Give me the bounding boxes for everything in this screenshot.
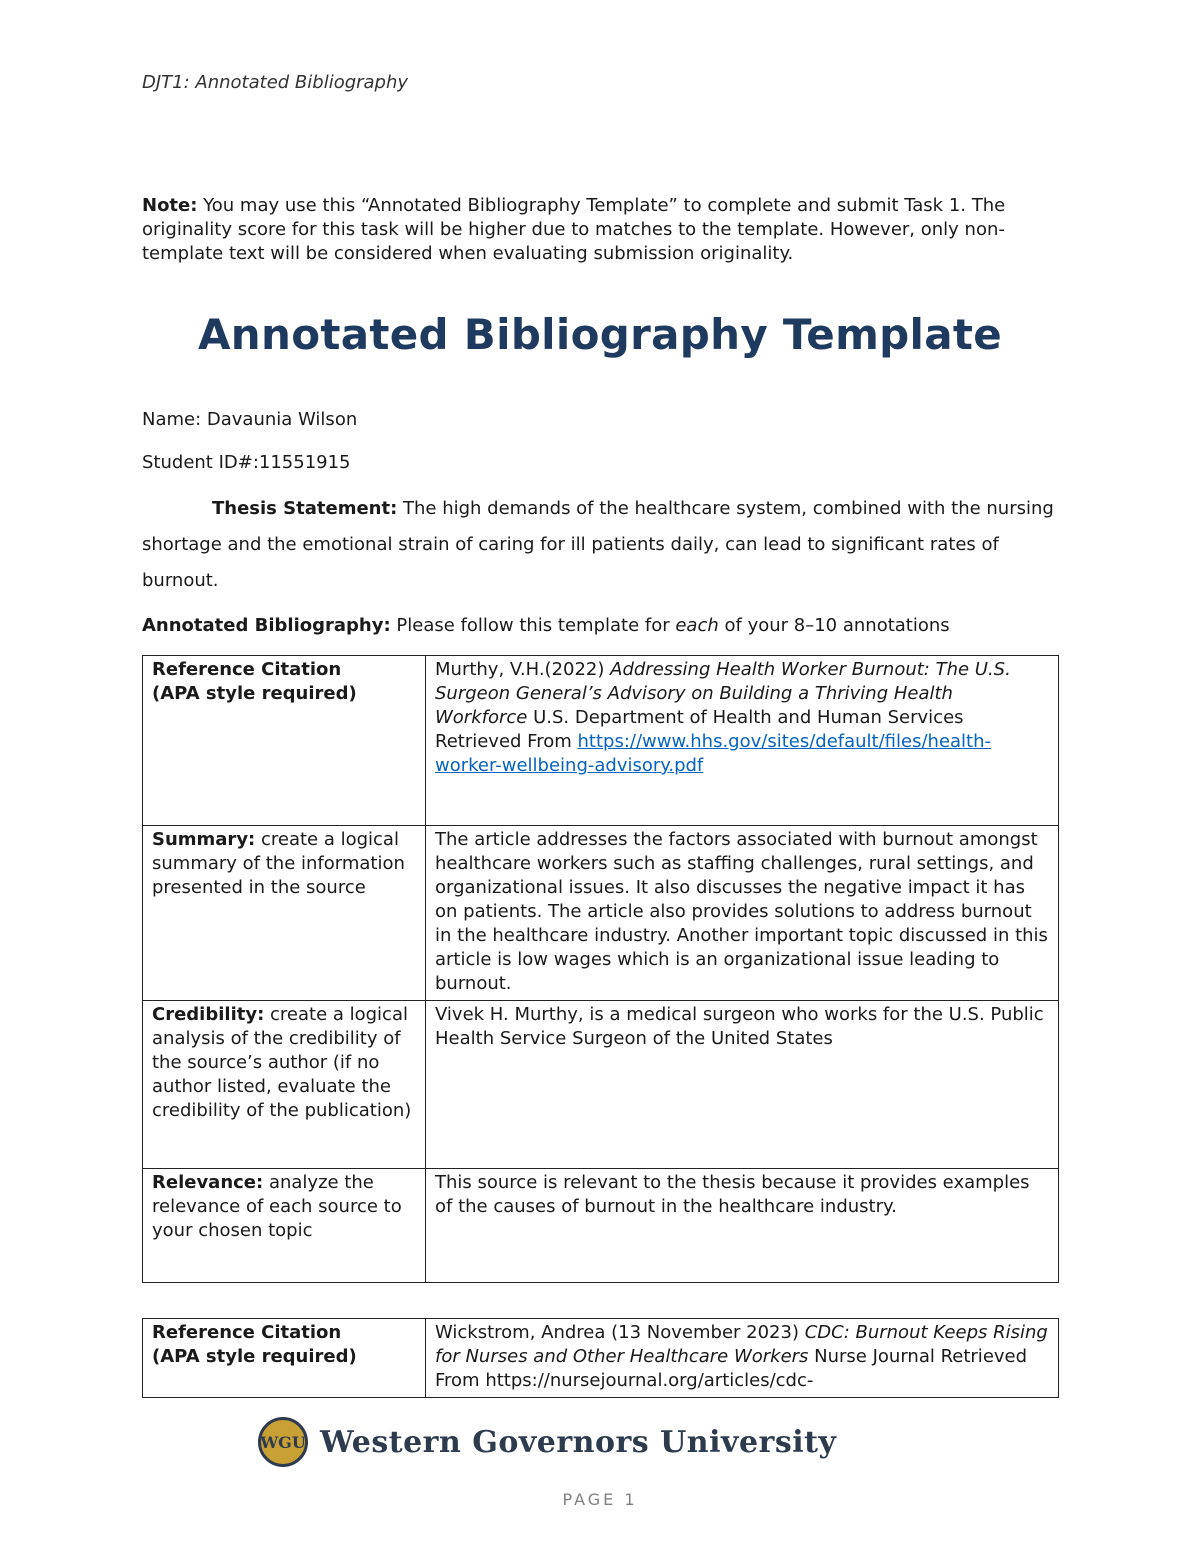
citation-label: Reference Citation bbox=[152, 659, 342, 680]
thesis-label: Thesis Statement: bbox=[212, 498, 398, 519]
annotated-bibliography-intro bbox=[142, 615, 950, 636]
relevance-cell: This source is relevant to the thesis because it provides examples of the causes of burnout in the healthcare industry. bbox=[426, 1169, 1059, 1283]
university-seal-icon: WGU bbox=[258, 1417, 308, 1467]
ab-intro-label: Annotated Bibliography: bbox=[142, 615, 391, 636]
wgu-logo bbox=[258, 1410, 918, 1474]
summary-label: Summary: bbox=[152, 829, 256, 850]
citation-label-cell bbox=[143, 656, 426, 826]
student-id: Student ID#:11551915 bbox=[142, 452, 351, 473]
citation-link[interactable]: https://www.hhs.gov/sites/default/files/health-worker-wellbeing-advisory.pdf bbox=[435, 731, 992, 776]
note-paragraph bbox=[142, 194, 1062, 266]
credibility-prompt: create a logical analysis of the credibility of the source’s author (if no author listed, evaluate the credibility of the publication) bbox=[152, 1004, 412, 1121]
citation-title: CDC: Burnout Keeps Rising for Nurses and Other Healthcare Workers bbox=[435, 1322, 1048, 1367]
table-row bbox=[143, 826, 1059, 1001]
table-row bbox=[143, 1001, 1059, 1169]
ab-intro-text-end: of your 8–10 annotations bbox=[718, 615, 950, 636]
ab-intro-text: Please follow this template for bbox=[390, 615, 676, 636]
annotation-table-2 bbox=[142, 1318, 1059, 1398]
page-number: PAGE 1 bbox=[562, 1490, 638, 1509]
ab-intro-emphasis: each bbox=[675, 615, 719, 636]
summary-label-cell bbox=[143, 826, 426, 1001]
table-row bbox=[143, 1319, 1059, 1398]
relevance-label: Relevance: bbox=[152, 1172, 264, 1193]
summary-cell: The article addresses the factors associated with burnout amongst healthcare workers such as staffing challenges, rural settings, and organizational issues. It also discusses the negative impact it has on patients. The article also provides solutions to address burnout in the healthcare industry. Another important topic discussed in this article is low wages which is an organizational issue leading to burnout. bbox=[426, 826, 1059, 1001]
running-header: DJT1: Annotated Bibliography bbox=[142, 72, 409, 93]
relevance-prompt: analyze the relevance of each source to your chosen topic bbox=[152, 1172, 402, 1241]
summary-prompt: create a logical summary of the information presented in the source bbox=[152, 829, 405, 898]
credibility-label: Credibility: bbox=[152, 1004, 265, 1025]
citation-publisher: U.S. Department of Health and Human Services Retrieved From bbox=[435, 707, 964, 752]
citation-title: Addressing Health Worker Burnout: The U.S. Surgeon General’s Advisory on Building a Thriving Health Workforce bbox=[435, 659, 1011, 728]
note-label: Note: bbox=[142, 195, 198, 216]
annotation-table-1 bbox=[142, 655, 1059, 1283]
thesis-paragraph bbox=[142, 491, 1057, 599]
citation-cell bbox=[426, 1319, 1059, 1398]
thesis-text: The high demands of the healthcare system, combined with the nursing shortage and the emotional strain of caring for ill patients daily, can lead to significant rates of burnout. bbox=[142, 498, 1054, 591]
citation-sublabel: (APA style required) bbox=[152, 1346, 357, 1367]
citation-label-cell bbox=[143, 1319, 426, 1398]
citation-label: Reference Citation bbox=[152, 1322, 342, 1343]
credibility-cell: Vivek H. Murthy, is a medical surgeon who works for the U.S. Public Health Service Surgeon of the United States bbox=[426, 1001, 1059, 1169]
credibility-label-cell bbox=[143, 1001, 426, 1169]
citation-author: Wickstrom, Andrea (13 November 2023) bbox=[435, 1322, 805, 1343]
citation-cell bbox=[426, 656, 1059, 826]
citation-author: Murthy, V.H.(2022) bbox=[435, 659, 611, 680]
note-text: You may use this “Annotated Bibliography Template” to complete and submit Task 1. The originality score for this task will be higher due to matches to the template. However, only non-template text will be considered when evaluating submission originality. bbox=[142, 195, 1006, 264]
student-name: Name: Davaunia Wilson bbox=[142, 409, 358, 430]
citation-publisher: Nurse Journal Retrieved From https://nursejournal.org/articles/cdc- bbox=[435, 1346, 1028, 1391]
page-title: Annotated Bibliography Template bbox=[197, 310, 1003, 359]
relevance-label-cell bbox=[143, 1169, 426, 1283]
university-name: Western Governors University bbox=[320, 1424, 837, 1460]
citation-sublabel: (APA style required) bbox=[152, 683, 357, 704]
table-row bbox=[143, 1169, 1059, 1283]
table-row bbox=[143, 656, 1059, 826]
